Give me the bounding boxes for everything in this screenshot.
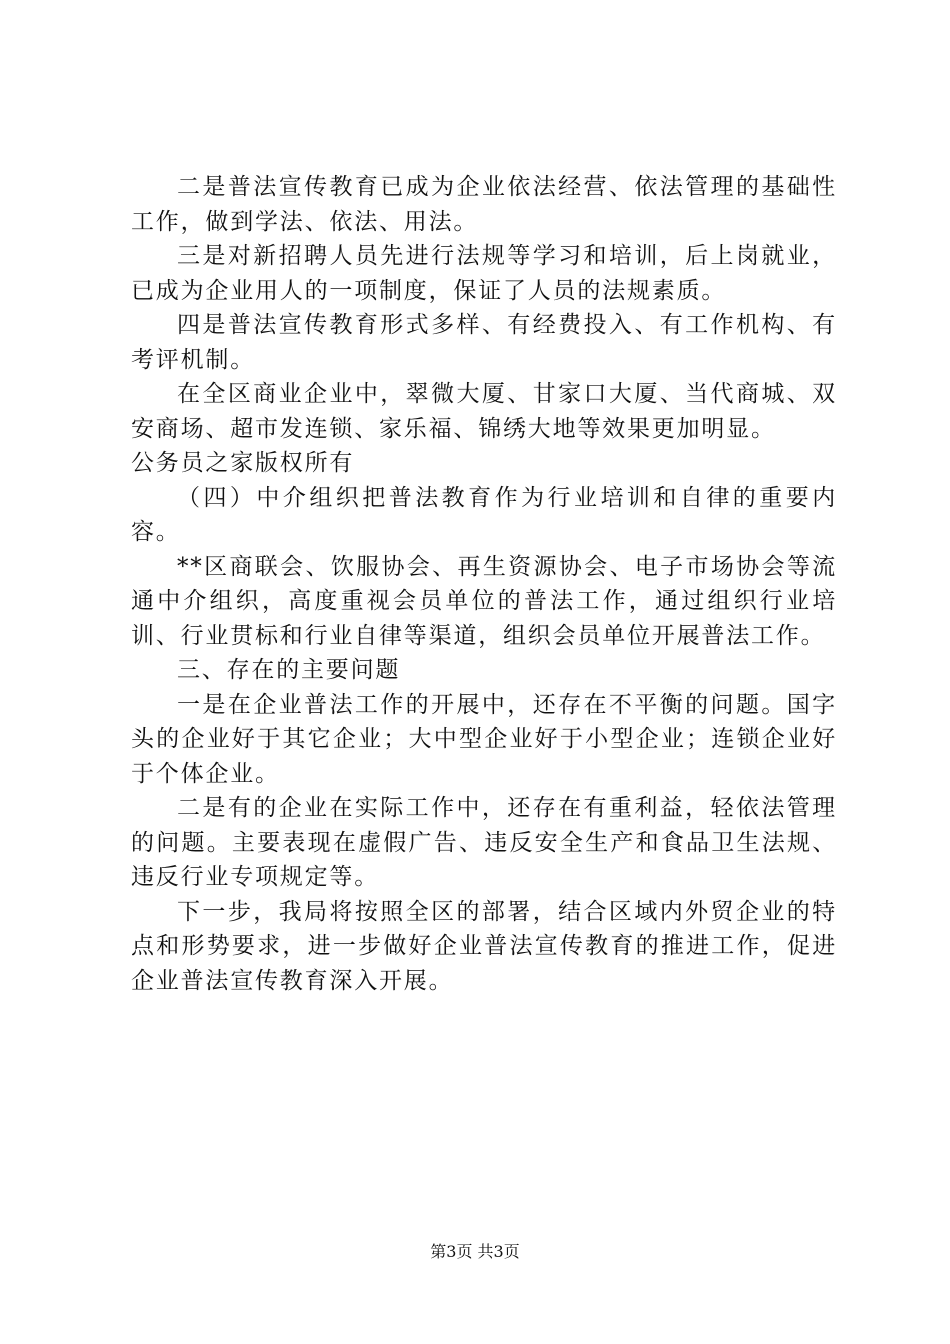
- paragraph-next-steps: 下一步，我局将按照全区的部署，结合区域内外贸企业的特点和形势要求，进一步做好企业普法宣传教育的推进工作，促进企业普法宣传教育深入开展。: [131, 898, 837, 994]
- paragraph-new-hire-training: 三是对新招聘人员先进行法规等学习和培训，后上岗就业，已成为企业用人的一项制度，保证了人员的法规素质。: [131, 243, 837, 304]
- page-number-label: 第3页 共3页: [430, 1242, 520, 1261]
- paragraph-profit-over-law-problem: 二是有的企业在实际工作中，还存在有重利益，轻依法管理的问题。主要表现在虚假广告、违反安全生产和食品卫生法规、违反行业专项规定等。: [131, 795, 837, 890]
- document-body: [131, 170, 837, 998]
- paragraph-commercial-enterprises: 在全区商业企业中，翠微大厦、甘家口大厦、当代商城、双安商场、超市发连锁、家乐福、锦绣大地等效果更加明显。: [131, 381, 837, 442]
- page-footer: [0, 1242, 950, 1262]
- paragraph-associations: **区商联会、饮服协会、再生资源协会、电子市场协会等流通中介组织，高度重视会员单位的普法工作，通过组织行业培训、行业贯标和行业自律等渠道，组织会员单位开展普法工作。: [131, 553, 837, 649]
- paragraph-section-intermediaries: （四）中介组织把普法教育作为行业培训和自律的重要内容。: [131, 484, 837, 545]
- section-heading-main-problems: 三、存在的主要问题: [177, 657, 401, 683]
- paragraph-copyright-note: 公务员之家版权所有: [131, 450, 355, 476]
- paragraph-legal-education-basis: 二是普法宣传教育已成为企业依法经营、依法管理的基础性工作，做到学法、依法、用法。: [131, 174, 837, 235]
- paragraph-education-forms: 四是普法宣传教育形式多样、有经费投入、有工作机构、有考评机制。: [131, 312, 837, 373]
- paragraph-imbalance-problem: 一是在企业普法工作的开展中，还存在不平衡的问题。国字头的企业好于其它企业；大中型企业好于小型企业；连锁企业好于个体企业。: [131, 691, 837, 787]
